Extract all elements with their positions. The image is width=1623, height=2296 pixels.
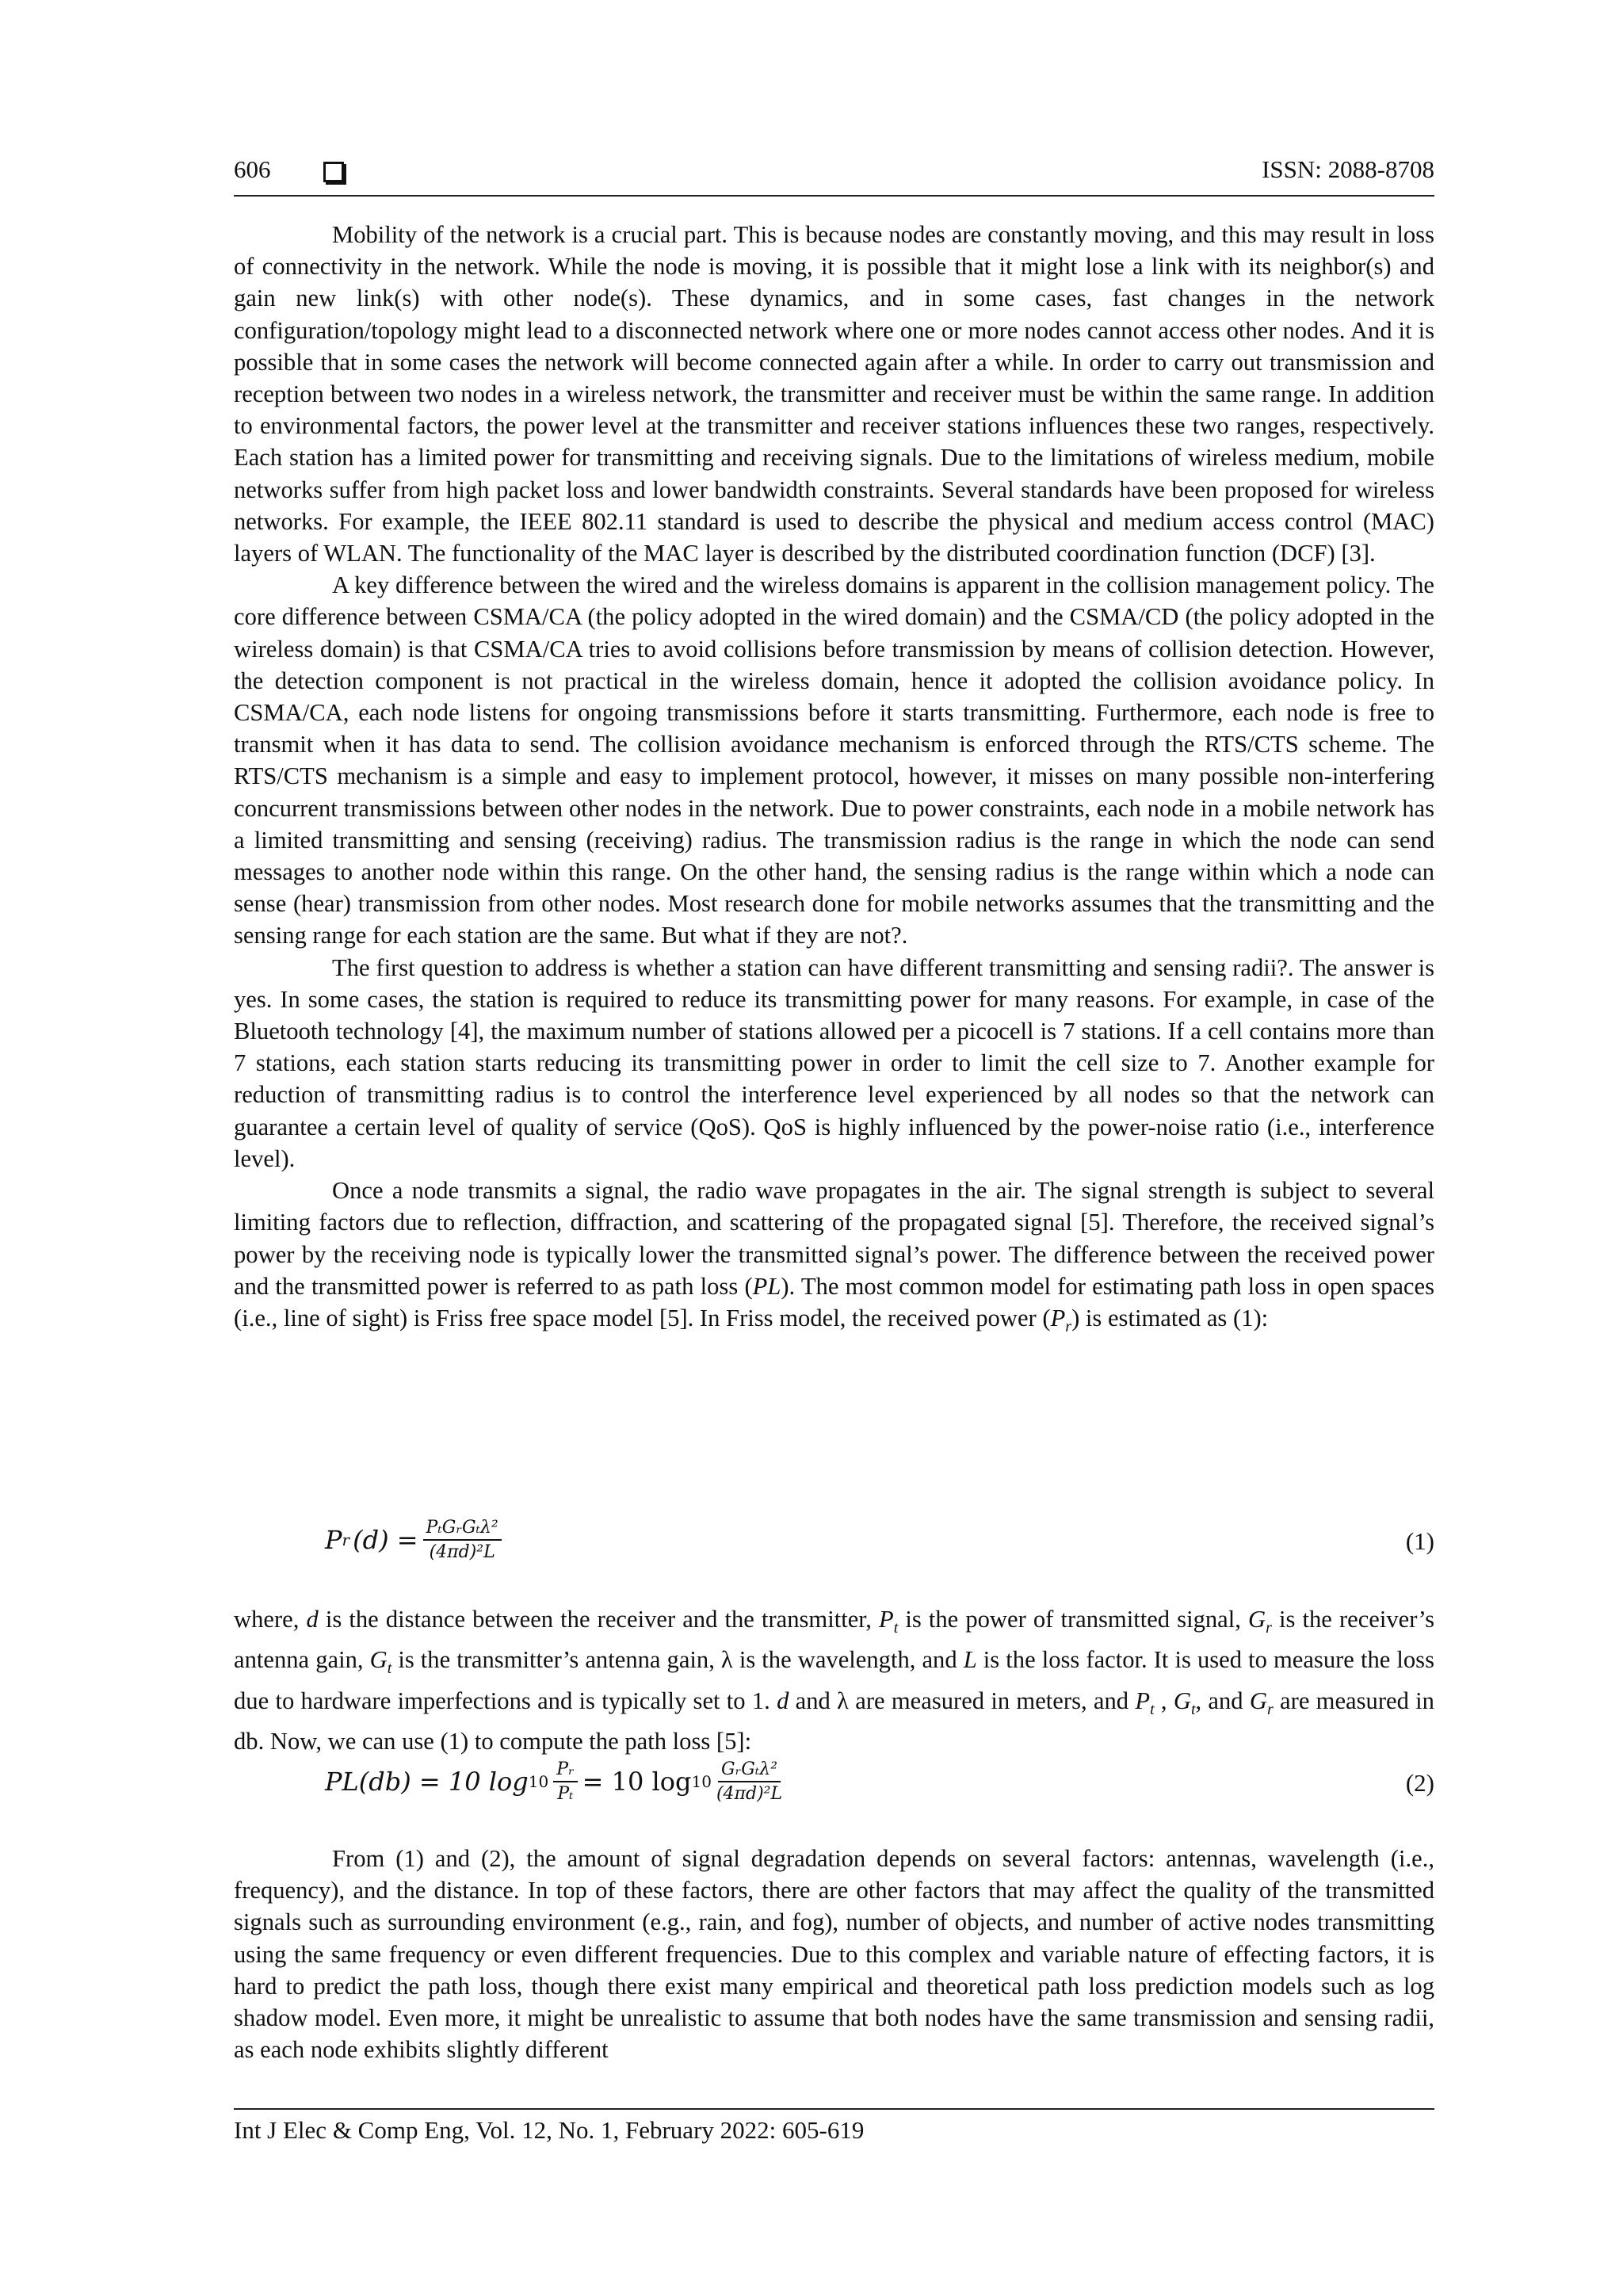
paragraph-degradation: From (1) and (2), the amount of signal degradation depends on several factors: antennas, wavelength (i.e., frequency), and the distance. In top of these factors, there are other factors that may affect the quality of the transmitted signals such as surrounding environment (e.g., rain, and fog), number of objects, and number of active nodes transmitting using the same frequency or even different frequencies. Due to this complex and variable nature of effecting factors, it is hard to predict the path loss, though there exist many empirical and theoretical path loss prediction models such as log shadow model. Even more, it might be unrealistic to assume that both nodes have the same transmission and sensing radii, as each node exhibits slightly different [234, 1845, 1434, 2064]
paragraph-where-block [234, 1603, 1434, 1757]
page-number: 606 [234, 155, 271, 183]
equation-2: PL(db) = 10 log 10 $\frac{\text{Pᵣ}}{\text{Pₜ}}$ = 10 log 10 $\frac{\text{GᵣGₜλ²}}{\text{(4πd)²L}}$ (2) [325, 1759, 1434, 1804]
issn-label: ISSN: 2088-8708 [1262, 155, 1434, 183]
paragraph-final-block [234, 1843, 1434, 2065]
running-footer [234, 2108, 1434, 2145]
running-header [234, 155, 1434, 197]
eq1-fraction: $\frac{\text{PₜGᵣGₜλ²}}{\text{(4πd)²L}}$ [423, 1518, 502, 1562]
paragraph-where: where, d is the distance between the receiver and the transmitter, $P_t$ is the power of transmitted signal, $G_r$ is the receiver’s antenna gain, $G_t$ is the transmitter’s antenna gain, λ is the wavelength, and L is the loss factor. It is used to measure the loss due to hardware imperfections and is typically set to 1. d and λ are measured in meters, and $P_t$ , $G_t$, and $G_r$ are measured in db. Now, we can use (1) to compute the path loss [5]: [234, 1606, 1434, 1755]
equation-1: P r (d) = $\frac{\text{PₜGᵣGₜλ²}}{\text{(4πd)²L}}$ (1) [325, 1518, 1434, 1562]
eq2-fraction-1: $\frac{\text{Pᵣ}}{\text{Pₜ}}$ [553, 1759, 577, 1804]
paragraph-mobility: Mobility of the network is a crucial part. This is because nodes are constantly moving, and this may result in loss of connectivity in the network. While the node is moving, it is possible that it might lose a link with its neighbor(s) and gain new link(s) with other node(s). These dynamics, and in some cases, fast changes in the network configuration/topology might lead to a disconnected network where one or more nodes cannot access other nodes. And it is possible that in some cases the network will become connected again after a while. In order to carry out transmission and reception between two nodes in a wireless network, the transmitter and receiver must be within the same range. In addition to environmental factors, the power level at the transmitter and receiver stations influences these two ranges, respectively. Each station has a limited power for transmitting and receiving signals. Due to the limitations of wireless medium, mobile networks suffer from high packet loss and lower bandwidth constraints. Several standards have been proposed for wireless networks. For example, the IEEE 802.11 standard is used to describe the physical and medium access control (MAC) layers of WLAN. The functionality of the MAC layer is described by the distributed coordination function (DCF) [3]. [234, 221, 1434, 567]
journal-citation: Int J Elec & Comp Eng, Vol. 12, No. 1, February 2022: 605-619 [234, 2116, 865, 2144]
article-body [234, 219, 1434, 1343]
square-box-icon [323, 162, 344, 182]
eq1-arg: (d) = [353, 1525, 418, 1555]
eq1-lhs: P [325, 1525, 342, 1555]
paragraph-radii: The first question to address is whether a station can have different transmitting and sensing radii?. The answer is yes. In some cases, the station is required to reduce its transmitting power for many reasons. For example, in case of the Bluetooth technology [4], the maximum number of stations allowed per a picocell is 7 stations. If a cell contains more than 7 stations, each station starts reducing its transmitting power in order to limit the cell size to 7. Another example for reduction of transmitting radius is to control the interference level experienced by all nodes so that the network can guarantee a certain level of quality of service (QoS). QoS is highly influenced by the power-noise ratio (i.e., interference level). [234, 953, 1434, 1172]
eq2-mid: = 10 log [582, 1767, 692, 1797]
eq2-lhs: PL(db) = 10 log [325, 1767, 529, 1797]
equation-number-2: (2) [1405, 1769, 1434, 1797]
equation-number-1: (1) [1405, 1527, 1434, 1555]
paragraph-path-loss: Once a node transmits a signal, the radio wave propagates in the air. The signal strength is subject to several limiting factors due to reflection, diffraction, and scattering of the propagated signal [5]. Therefore, the received signal’s power by the receiving node is typically lower the transmitted signal’s power. The difference between the received power and the transmitted power is referred to as path loss (PL). The most common model for estimating path loss in open spaces (i.e., line of sight) is Friss free space model [5]. In Friss model, the received power $(P_r)$ is estimated as (1): [234, 1177, 1434, 1336]
paragraph-collision: A key difference between the wired and the wireless domains is apparent in the collision management policy. The core difference between CSMA/CA (the policy adopted in the wired domain) and the CSMA/CD (the policy adopted in the wireless domain) is that CSMA/CA tries to avoid collisions before transmission by means of collision detection. However, the detection component is not practical in the wireless domain, hence it adopted the collision avoidance policy. In CSMA/CA, each node listens for ongoing transmissions before it starts transmitting. Furthermore, each node is free to transmit when it has data to send. The collision avoidance mechanism is enforced through the RTS/CTS scheme. The RTS/CTS mechanism is a simple and easy to implement protocol, however, it misses on many possible non-interfering concurrent transmissions between other nodes in the network. Due to power constraints, each node in a mobile network has a limited transmitting and sensing (receiving) radius. The transmission radius is the range in which the node can send messages to another node within this range. On the other hand, the sensing radius is the range within which a node can sense (hear) transmission from other nodes. Most research done for mobile networks assumes that the transmitting and the sensing range for each station are the same. But what if they are not?. [234, 571, 1434, 949]
eq2-fraction-2: $\frac{\text{GᵣGₜλ²}}{\text{(4πd)²L}}$ [716, 1759, 783, 1804]
